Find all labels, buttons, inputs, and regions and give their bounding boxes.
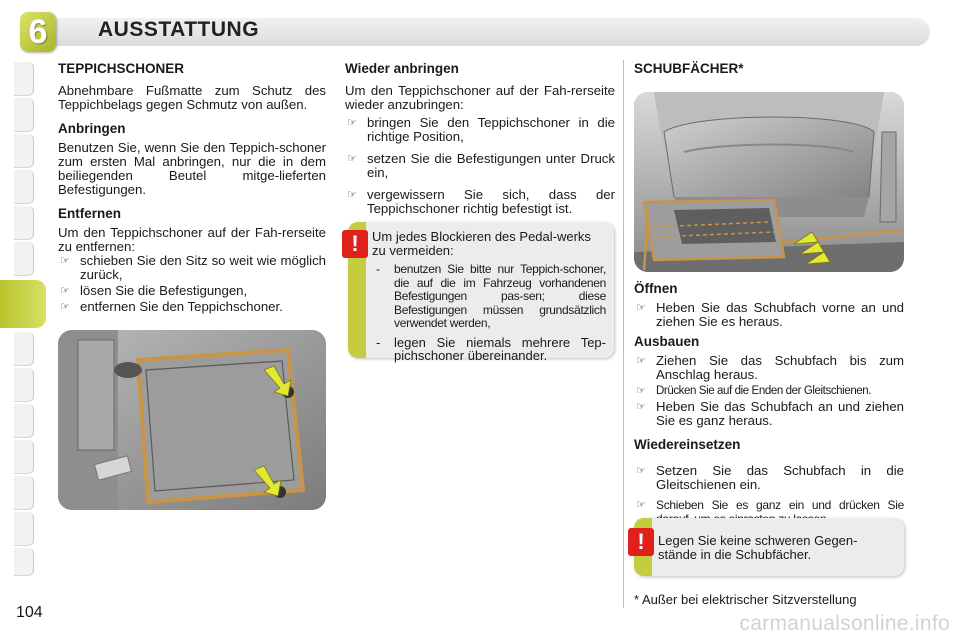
side-tab[interactable] xyxy=(14,242,34,276)
pointing-hand-icon: ☞ xyxy=(636,302,646,314)
oeffnen-list xyxy=(634,301,904,329)
entfernen-list xyxy=(58,254,326,314)
pointing-hand-icon: ☞ xyxy=(60,301,70,313)
section-title: TEPPICHSCHONER xyxy=(58,61,185,76)
pointing-hand-icon: ☞ xyxy=(636,385,646,397)
list-item: ☞ lösen Sie die Befestigungen, xyxy=(60,283,248,298)
side-tab[interactable] xyxy=(14,98,34,132)
subheading-wiedereinsetzen: Wiedereinsetzen xyxy=(634,437,741,452)
chapter-side-tabs xyxy=(14,62,34,576)
list-item: ☞ Heben Sie das Schubfach vorne an und ziehen Sie es heraus. xyxy=(636,300,904,329)
pointing-hand-icon: ☞ xyxy=(636,465,646,477)
list-item: ☞ Schieben Sie es ganz ein und drücken Sie xyxy=(636,498,904,512)
column-schubfaecher-text xyxy=(634,282,904,528)
side-tab[interactable] xyxy=(14,512,34,546)
drawer-image xyxy=(634,92,904,272)
warning-body xyxy=(372,230,606,368)
side-tab[interactable] xyxy=(14,476,34,510)
column-wieder-anbringen xyxy=(345,62,615,218)
list-item: ☞ entfernen Sie den Teppichschoner. xyxy=(60,299,283,314)
column-teppichschoner xyxy=(58,62,326,316)
warning-intro: Um jedes Blockieren des Pedal-werks zu vermeiden: xyxy=(372,229,591,258)
subheading-anbringen: Anbringen xyxy=(58,121,126,136)
side-tab[interactable] xyxy=(14,404,34,438)
side-tab-active[interactable] xyxy=(0,280,46,328)
list-item: ☞ Drücken Sie auf die Enden der Gleitschienen. xyxy=(636,385,872,397)
column-schubfaecher xyxy=(634,62,904,84)
subheading-ausbauen: Ausbauen xyxy=(634,334,700,349)
footnote: * Außer bei elektrischer Sitzverstellung xyxy=(634,592,857,607)
ausbauen-list xyxy=(634,354,904,428)
floor-mat-image xyxy=(58,330,326,510)
list-item: ☞ schieben Sie den Sitz so weit wie möglich zurück, xyxy=(60,253,326,282)
warning-box-drawers xyxy=(634,518,904,576)
pointing-hand-icon: ☞ xyxy=(60,285,70,297)
side-tab[interactable] xyxy=(14,62,34,96)
watermark: carmanualsonline.info xyxy=(739,612,950,635)
side-tab[interactable] xyxy=(14,368,34,402)
list-item: ☞ vergewissern Sie sich, dass der Teppichschoner richtig befestigt ist. xyxy=(347,187,615,216)
warning-list xyxy=(372,263,606,363)
pointing-hand-icon: ☞ xyxy=(347,117,357,129)
chapter-number-badge: 6 xyxy=(20,12,56,52)
pointing-hand-icon: ☞ xyxy=(636,401,646,413)
section-title: SCHUBFÄCHER* xyxy=(634,61,744,76)
pointing-hand-icon: ☞ xyxy=(636,355,646,367)
side-tab[interactable] xyxy=(14,440,34,474)
list-item: ☞ Setzen Sie das Schubfach in die Gleitschienen ein. xyxy=(636,463,904,492)
list-item: ☞ bringen Sie den Teppichschoner in die richtige Position, xyxy=(347,115,615,144)
subheading-entfernen: Entfernen xyxy=(58,206,122,221)
warning-box-pedals xyxy=(348,222,614,363)
side-tab[interactable] xyxy=(14,548,34,576)
subheading-oeffnen: Öffnen xyxy=(634,281,678,296)
column-divider xyxy=(623,60,624,608)
floor-mat-illustration xyxy=(58,330,326,510)
entfernen-intro: Um den Teppichschoner auf der Fah-rerseite zu entfernen: xyxy=(58,225,326,254)
intro-text: Abnehmbare Fußmatte zum Schutz des Teppichbelags gegen Schmutz von außen. xyxy=(58,83,326,112)
warning-item: - legen Sie niemals mehrere Tep-pichschoner übereinander. xyxy=(376,334,606,363)
side-tab[interactable] xyxy=(14,332,34,366)
list-item: ☞ Ziehen Sie das Schubfach bis zum Anschlag heraus. xyxy=(636,353,904,382)
wieder-anbringen-intro: Um den Teppichschoner auf der Fah-rerseite wieder anzubringen: xyxy=(345,83,615,112)
chapter-title: AUSSTATTUNG xyxy=(98,18,260,41)
page-number: 104 xyxy=(16,604,43,621)
list-item: ☞ Heben Sie das Schubfach an und ziehen Sie es ganz heraus. xyxy=(636,399,904,428)
pointing-hand-icon: ☞ xyxy=(60,255,70,267)
exclamation-icon: ! xyxy=(342,230,368,258)
anbringen-text: Benutzen Sie, wenn Sie den Teppich-schoner zum ersten Mal anbringen, nur die in dem beiliegenden Beutel mitge-lieferten Befestigungen. xyxy=(58,140,326,197)
pointing-hand-icon: ☞ xyxy=(636,499,646,511)
section-heading: Wieder anbringen xyxy=(345,61,459,76)
side-tab[interactable] xyxy=(14,134,34,168)
side-tab[interactable] xyxy=(14,170,34,204)
list-item: ☞ setzen Sie die Befestigungen unter Druck ein, xyxy=(347,151,615,180)
warning-body: Legen Sie keine schweren Gegen-stände in die Schubfächer. xyxy=(658,533,858,562)
seat-drawer-illustration xyxy=(634,92,904,272)
exclamation-icon: ! xyxy=(628,528,654,556)
pointing-hand-icon: ☞ xyxy=(347,189,357,201)
pointing-hand-icon: ☞ xyxy=(347,153,357,165)
side-tab[interactable] xyxy=(14,206,34,240)
wiedereinsetzen-list xyxy=(634,464,904,526)
warning-item: - benutzen Sie bitte nur Teppich-schoner, die auf die im Fahrzeug vorhandenen Befestigungen pas-sen; diese Befestigungen müssen grundsätzlich verwendet werden, xyxy=(376,262,606,330)
wieder-anbringen-list xyxy=(345,116,615,216)
